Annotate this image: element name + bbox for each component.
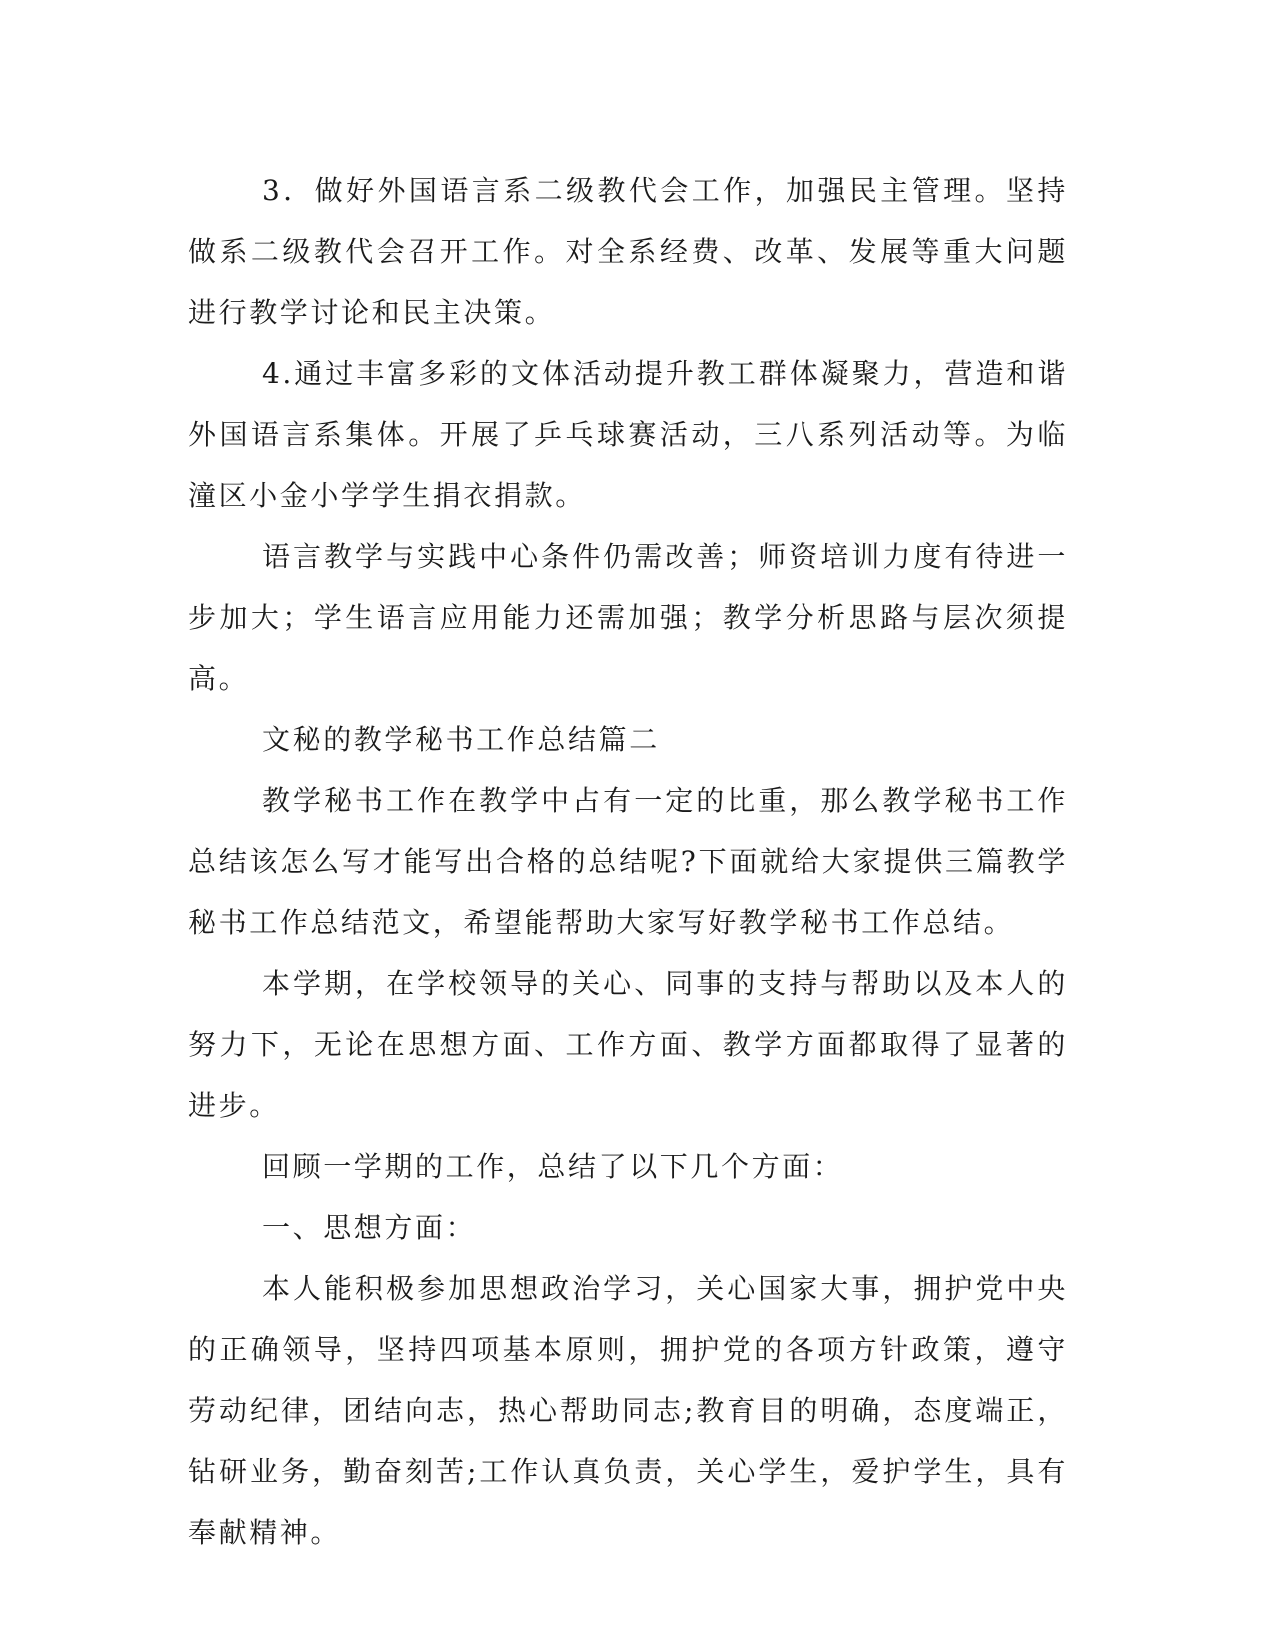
paragraph-review: 回顾一学期的工作，总结了以下几个方面： [262, 1150, 844, 1183]
paragraph-semester: 本学期，在学校领导的关心、同事的支持与帮助以及本人的努力下，无论在思想方面、工作方面、教学方面都取得了显著的进步。 [188, 967, 1068, 1122]
paragraph-shortcomings: 语言教学与实践中心条件仍需改善；师资培训力度有待进一步加大；学生语言应用能力还需加强；教学分析思路与层次须提高。 [188, 540, 1068, 695]
subheading-thought: 一、思想方面： [262, 1211, 477, 1244]
document-body [188, 160, 1068, 1563]
paragraph-intro: 教学秘书工作在教学中占有一定的比重，那么教学秘书工作总结该怎么写才能写出合格的总结呢?下面就给大家提供三篇教学秘书工作总结范文，希望能帮助大家写好教学秘书工作总结。 [188, 784, 1068, 939]
paragraph-thought: 本人能积极参加思想政治学习，关心国家大事，拥护党中央的正确领导，坚持四项基本原则，拥护党的各项方针政策，遵守劳动纪律，团结向志，热心帮助同志;教育目的明确，态度端正，钻研业务，勤奋刻苦;工作认真负责，关心学生，爱护学生，具有奉献精神。 [188, 1272, 1068, 1549]
section-heading: 文秘的教学秘书工作总结篇二 [262, 723, 660, 756]
paragraph-item-3: 3．做好外国语言系二级教代会工作，加强民主管理。坚持做系二级教代会召开工作。对全系经费、改革、发展等重大问题进行教学讨论和民主决策。 [188, 174, 1068, 329]
paragraph-item-4: 4.通过丰富多彩的文体活动提升教工群体凝聚力，营造和谐外国语言系集体。开展了乒乓球赛活动，三八系列活动等。为临潼区小金小学学生捐衣捐款。 [188, 357, 1068, 512]
